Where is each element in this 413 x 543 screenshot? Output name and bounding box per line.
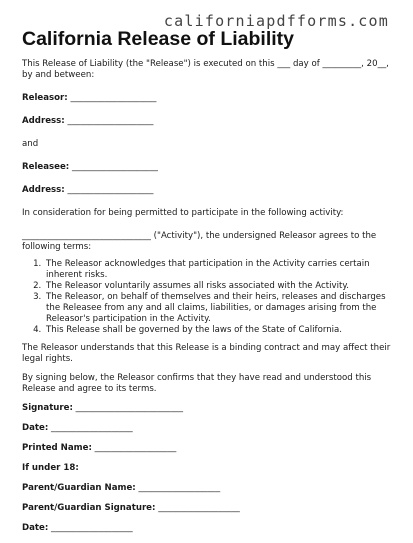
under-18-heading: If under 18: <box>22 463 79 473</box>
activity-paragraph: ______________________________ ("Activity"), the undersigned Releasor agrees to the following terms: <box>22 231 377 252</box>
confirm-paragraph: By signing below, the Releasor confirms that they have read and understood this Release and agree to its terms. <box>22 373 372 394</box>
document-body <box>22 59 394 543</box>
binding-paragraph: The Releasor understands that this Release is a binding contract and may affect their legal rights. <box>22 343 391 364</box>
releasor-line[interactable]: ____________________ <box>70 93 157 103</box>
term-item: 3. The Releasor, on behalf of themselves and their heirs, releases and discharges the Releasee from any and all claims, liabilities, or damages arising from the Releasor's participation in the Activity. <box>44 292 394 325</box>
guardian-date-line[interactable]: ___________________ <box>51 523 133 533</box>
releasee-address-label: Address: <box>22 185 65 195</box>
term-item: 4. This Release shall be governed by the laws of the State of California. <box>44 325 394 336</box>
printed-name-label: Printed Name: <box>22 443 92 453</box>
guardian-name-label: Parent/Guardian Name: <box>22 483 136 493</box>
printed-name-field <box>22 443 394 454</box>
guardian-signature-label: Parent/Guardian Signature: <box>22 503 156 513</box>
and-text: and <box>22 139 39 149</box>
signature-line[interactable]: _________________________ <box>75 403 184 413</box>
guardian-name-field <box>22 483 394 494</box>
signature-field <box>22 403 394 414</box>
guardian-signature-field <box>22 503 394 514</box>
releasee-line[interactable]: ____________________ <box>71 162 158 172</box>
site-watermark: californiapdfforms.com <box>163 12 389 30</box>
signature-label: Signature: <box>22 403 73 413</box>
date-line[interactable]: ___________________ <box>51 423 133 433</box>
releasor-address-field <box>22 116 394 127</box>
term-item: 2. The Releasor voluntarily assumes all risks associated with the Activity. <box>44 281 394 292</box>
guardian-signature-line[interactable]: ___________________ <box>158 503 240 513</box>
guardian-date-field <box>22 523 394 534</box>
releasor-address-line[interactable]: ____________________ <box>67 116 154 126</box>
consideration-paragraph: In consideration for being permitted to participate in the following activity: <box>22 208 344 218</box>
guardian-name-line[interactable]: ___________________ <box>138 483 221 493</box>
guardian-date-label: Date: <box>22 523 49 533</box>
intro-paragraph: This Release of Liability (the "Release") is executed on this ___ day of _________, 20__, by and between: <box>22 59 389 80</box>
terms-list <box>22 259 394 336</box>
releasee-address-field <box>22 185 394 196</box>
releasor-label: Releasor: <box>22 93 68 103</box>
term-item: 1. The Releasor acknowledges that participation in the Activity carries certain inherent risks. <box>44 259 394 281</box>
releasor-address-label: Address: <box>22 116 65 126</box>
date-label: Date: <box>22 423 49 433</box>
document-title: California Release of Liability <box>22 28 294 50</box>
releasor-field <box>22 93 394 104</box>
date-field <box>22 423 394 434</box>
printed-name-line[interactable]: ___________________ <box>94 443 177 453</box>
releasee-label: Releasee: <box>22 162 70 172</box>
releasee-field <box>22 162 394 173</box>
releasee-address-line[interactable]: ____________________ <box>67 185 154 195</box>
